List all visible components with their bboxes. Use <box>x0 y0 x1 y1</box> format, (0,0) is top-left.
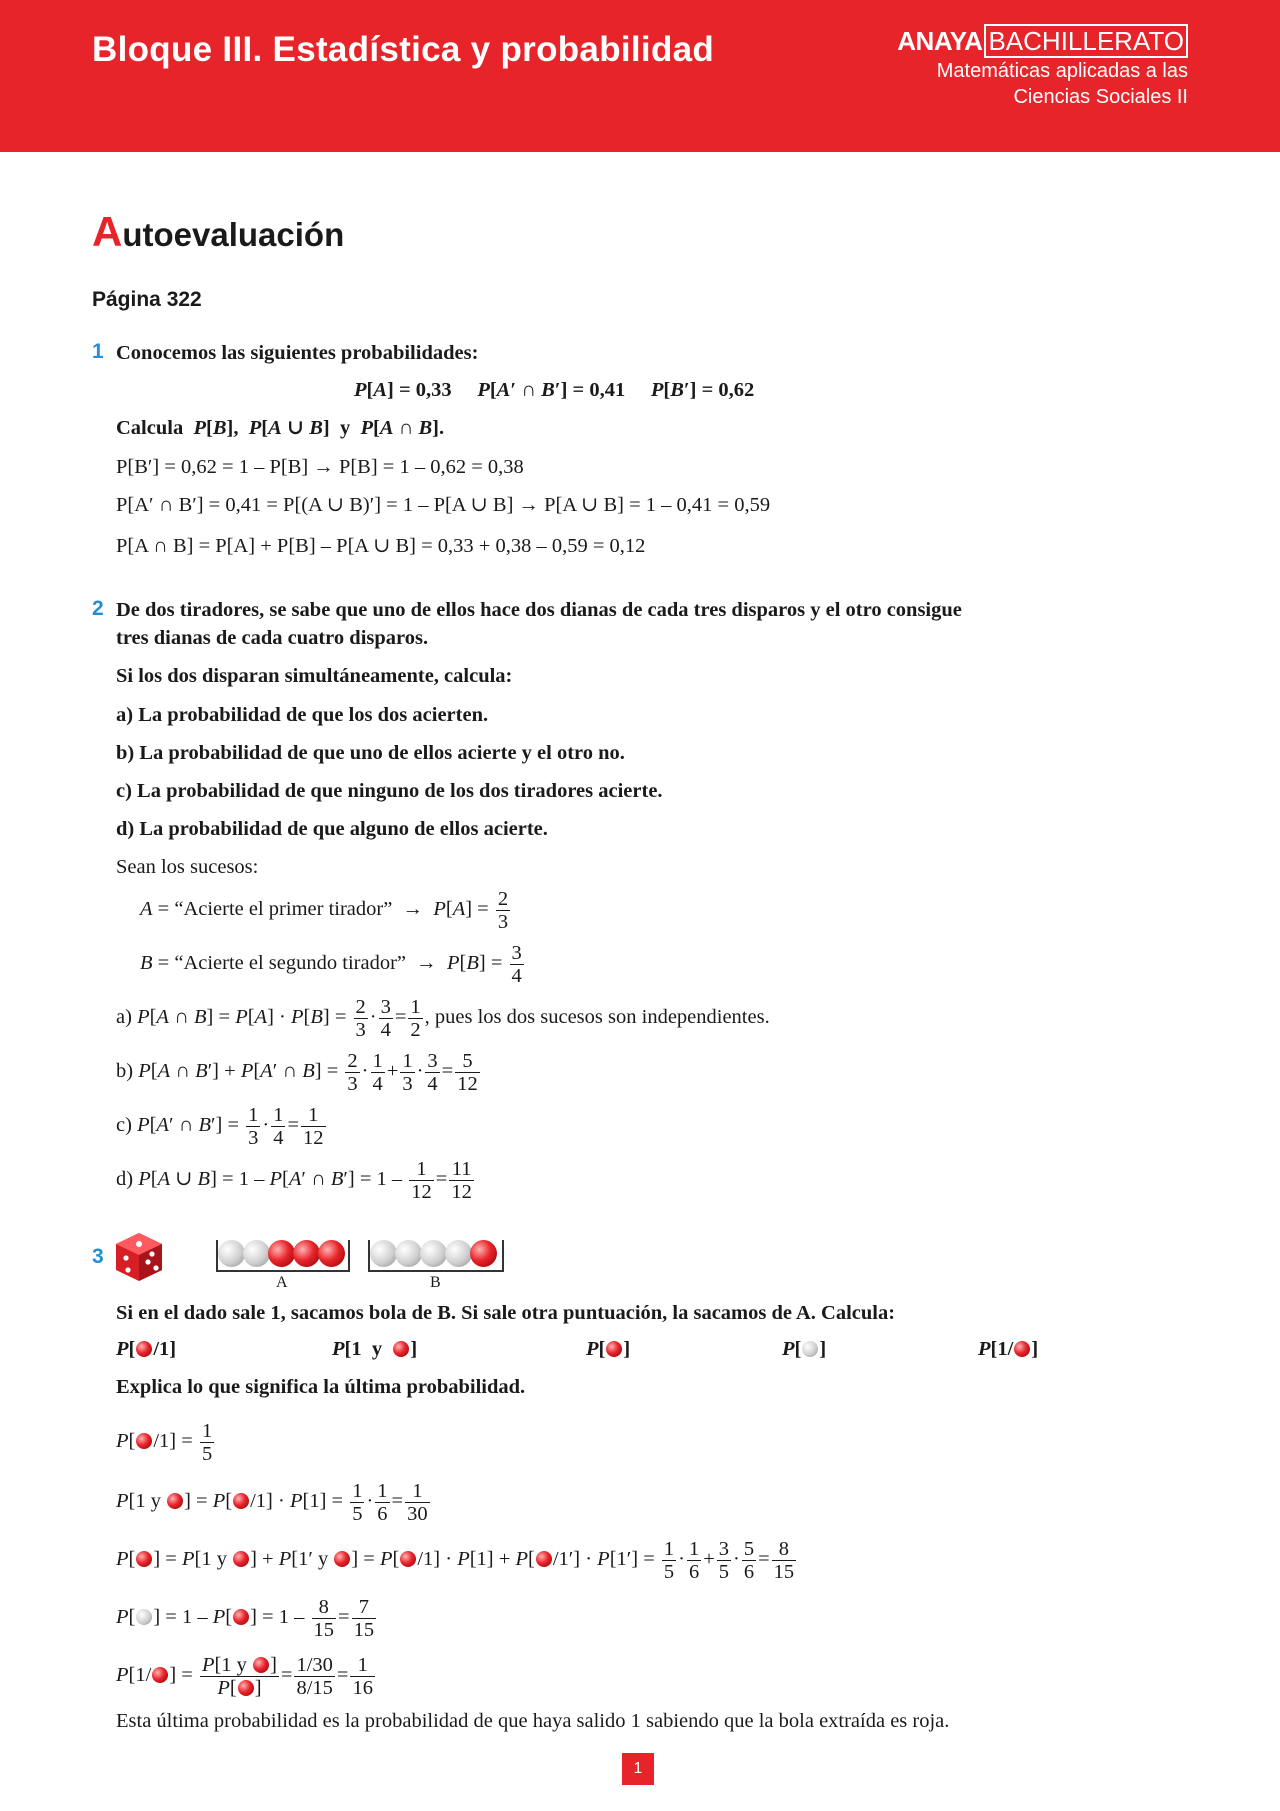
question-d: d) La probabilidad de que alguno de ellos acierte. <box>116 818 548 840</box>
solution-b: b) P[A ∩ B′] + P[A′ ∩ B] = $\frac{2}{3}$ · $\frac{1}{4}$ + $\frac{1}{3}$ · $\frac{3}{4}$ = $\frac{5}{12}$ <box>116 1050 478 1095</box>
red-ball <box>268 1240 295 1267</box>
exercise-statement: Conocemos las siguientes probabilidades: <box>116 342 479 364</box>
urn-b <box>368 1240 504 1272</box>
grey-ball <box>243 1240 270 1267</box>
solution-line: P[A ∩ B] = P[A] + P[B] – P[A ∪ B] = 0,33 + 0,38 – 0,59 = 0,12 <box>116 535 646 557</box>
conclusion: Esta última probabilidad es la probabilidad de que haya salido 1 sabiendo que la bola extraída es roja. <box>116 1710 950 1732</box>
solution-line: P[A′ ∩ B′] = 0,41 = P[(A ∪ B)′] = 1 – P[A ∪ B] → P[A ∪ B] = 1 – 0,41 = 0,59 <box>116 494 771 516</box>
solution-a: a) P[A ∩ B] = P[A] · P[B] = $\frac{2}{3}$ · $\frac{3}{4}$ = $\frac{1}{2}$ , pues los dos sucesos son independientes. <box>116 996 770 1041</box>
red-ball <box>470 1240 497 1267</box>
red-ball <box>318 1240 345 1267</box>
question-b: b) La probabilidad de que uno de ellos acierte y el otro no. <box>116 742 625 764</box>
exercise-number: 2 <box>92 597 104 620</box>
grey-ball <box>445 1240 472 1267</box>
urn-a <box>216 1240 350 1272</box>
exercise-statement: Explica lo que significa la última probabilidad. <box>116 1376 526 1398</box>
exercise-statement: De dos tiradores, se sabe que uno de ellos hace dos dianas de cada tres disparos y el otro consigue <box>116 599 962 621</box>
solution-line: P[ /1] = $\frac{1}{5}$ <box>116 1420 213 1465</box>
section-title: Autoevaluación <box>92 208 345 255</box>
exercise-statement: tres dianas de cada cuatro disparos. <box>116 627 429 649</box>
solution-line: P[ ] = P[1 y ] + P[1′ y ] = P[ /1] · P[1] + P[ /1′] · P[1′] = $\frac{1}{5}$ · $\frac{1}{6}$ + $\frac{3}{5}$ · $\frac{5}{6}$ = $\frac{8}{15}$ <box>116 1538 795 1583</box>
page-header <box>0 0 1280 152</box>
die-icon <box>112 1230 166 1284</box>
page-reference: Página 322 <box>92 288 202 311</box>
event-definition: A = “Acierte el primer tirador” → P[A] = $\frac{2}{3}$ <box>140 888 509 933</box>
course-subtitle: Matemáticas aplicadas a las Ciencias Sociales II <box>936 60 1188 108</box>
block-title: Bloque III. Estadística y probabilidad <box>92 30 715 69</box>
exercise-statement: Si los dos disparan simultáneamente, calcula: <box>116 665 513 687</box>
page-number: 1 <box>622 1753 654 1785</box>
red-ball <box>293 1240 320 1267</box>
grey-ball <box>395 1240 422 1267</box>
exercise-question: Calcula P[B], P[A ∪ B] y P[A ∩ B]. <box>116 417 445 439</box>
asked-probability: P[1 y ] <box>332 1338 418 1360</box>
asked-probability: P[ ] <box>782 1338 827 1360</box>
asked-probability: P[1/ ] <box>978 1338 1039 1360</box>
asked-probability: P[ ] <box>586 1338 631 1360</box>
urn-label: A <box>276 1274 288 1291</box>
grey-ball <box>370 1240 397 1267</box>
urn-label: B <box>430 1274 441 1291</box>
question-a: a) La probabilidad de que los dos acierten. <box>116 704 489 726</box>
exercise-statement: Si en el dado sale 1, sacamos bola de B. Si sale otra puntuación, la sacamos de A. Calcula: <box>116 1302 896 1324</box>
grey-ball <box>420 1240 447 1267</box>
given-probabilities: P[A] = 0,33 P[A′ ∩ B′] = 0,41 P[B′] = 0,62 <box>354 379 755 401</box>
event-definition: B = “Acierte el segundo tirador” → P[B] = $\frac{3}{4}$ <box>140 942 522 987</box>
solution-c: c) P[A′ ∩ B′] = $\frac{1}{3}$ · $\frac{1}{4}$ = $\frac{1}{12}$ <box>116 1104 324 1149</box>
grey-ball <box>218 1240 245 1267</box>
solution-line: P[1/ ] = $\frac{P[1 y ]}{P[ ]}$ = $\frac{1/30}{8/15}$ = $\frac{1}{16}$ <box>116 1654 373 1699</box>
exercise-number: 1 <box>92 340 104 363</box>
question-c: c) La probabilidad de que ninguno de los dos tiradores acierte. <box>116 780 663 802</box>
asked-probability: P[ /1] <box>116 1338 177 1360</box>
solution-line: P[1 y ] = P[ /1] · P[1] = $\frac{1}{5}$ · $\frac{1}{6}$ = $\frac{1}{30}$ <box>116 1480 428 1525</box>
solution-line: Sean los sucesos: <box>116 856 259 878</box>
exercise-number: 3 <box>92 1245 104 1268</box>
publisher-logo: ANAYA BACHILLERATO <box>897 28 1188 54</box>
solution-d: d) P[A ∪ B] = 1 – P[A′ ∩ B′] = 1 – $\frac{1}{12}$ = $\frac{11}{12}$ <box>116 1158 472 1203</box>
solution-line: P[B′] = 0,62 = 1 – P[B] → P[B] = 1 – 0,62 = 0,38 <box>116 456 524 478</box>
solution-line: P[ ] = 1 – P[ ] = 1 – $\frac{8}{15}$ = $\frac{7}{15}$ <box>116 1596 375 1641</box>
